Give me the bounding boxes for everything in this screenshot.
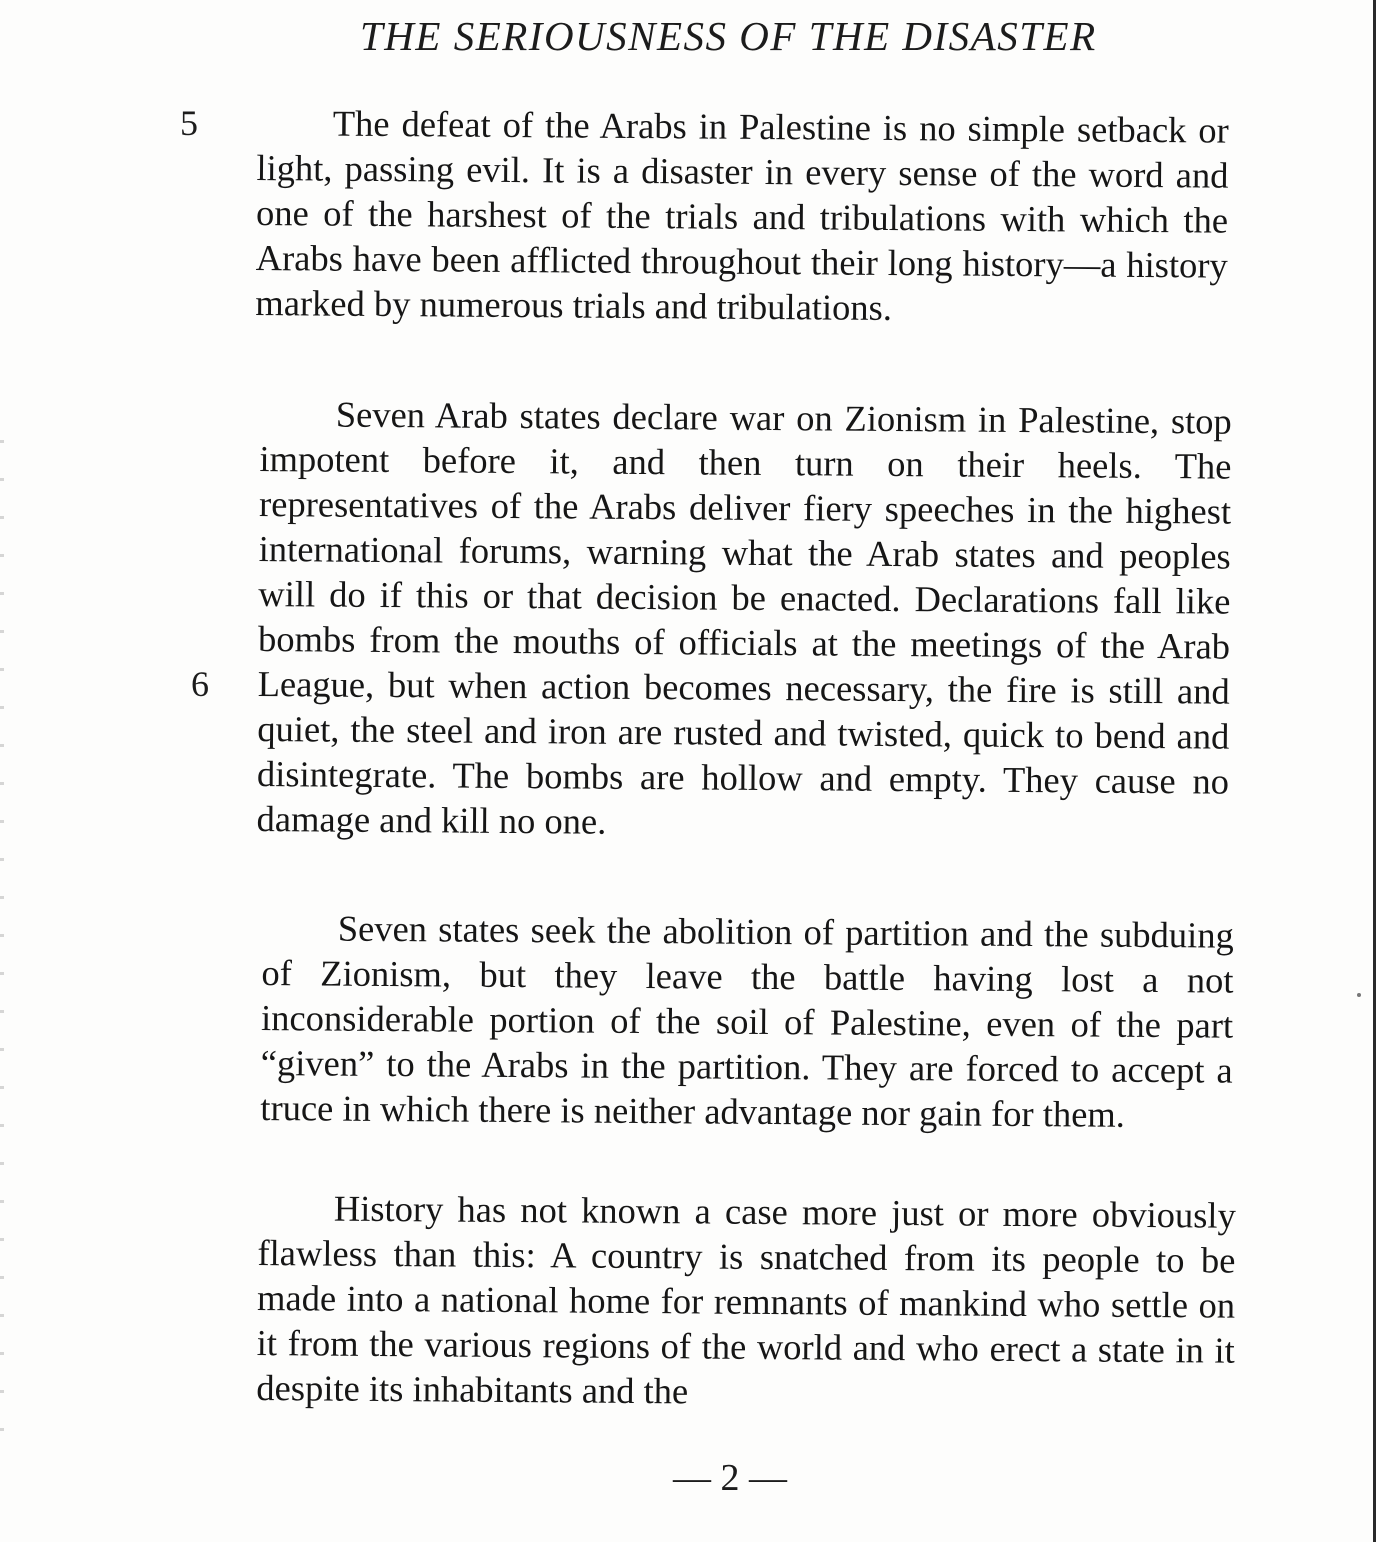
margin-number-5: 5: [180, 103, 198, 143]
paragraph-3-text: Seven states seek the abolition of partition and the subduing of Zionism, but they leave the battle having lost a not inconsiderable portion of the soil of Palestine, even of the part “given” to the Arabs in the partition. They are forced to accept a truce in which there is neither advantage nor gain for them.: [260, 907, 1234, 1135]
margin-number-6: 6: [191, 664, 209, 704]
page-number: — 2 —: [673, 1457, 787, 1499]
paragraph-1-text: The defeat of the Arabs in Palestine is no simple setback or light, passing evil. It is a disaster in every sense of the word and one of the harshest of the trials and tribulations with which the Arabs have been afflicted throughout their long history—a history marked by numerous trials and tribulations.: [255, 102, 1229, 328]
binding-gutter-marks: [0, 440, 4, 1440]
paragraph-1: [255, 100, 1229, 333]
paragraph-4: [256, 1185, 1236, 1418]
paragraph-4-text: History has not known a case more just or more obviously flawless than this: A country is snatched from its people to be made into a national home for remnants of mankind who settle on it from the various regions of the world and who erect a state in it despite its inhabitants and the: [256, 1187, 1236, 1412]
ink-speck: [1357, 993, 1361, 997]
running-head: THE SERIOUSNESS OF THE DISASTER: [360, 13, 1097, 59]
paragraph-2: [256, 391, 1232, 849]
paragraph-2-text: Seven Arab states declare war on Zionism in Palestine, stop impotent before it, and then turn on their heels. The representatives of the Arabs deliver fiery speeches in the highest international forums, warning what the Arab states and peoples will do if this or that decision be enacted. Declarations fall like bombs from the mouths of officials at the meetings of the Arab League, but when action becomes necessary, the fire is still and quiet, the steel and iron are rusted and twisted, quick to bend and disintegrate. The bombs are hollow and empty. They cause no damage and kill no one.: [256, 393, 1232, 842]
paragraph-3: [260, 905, 1234, 1138]
